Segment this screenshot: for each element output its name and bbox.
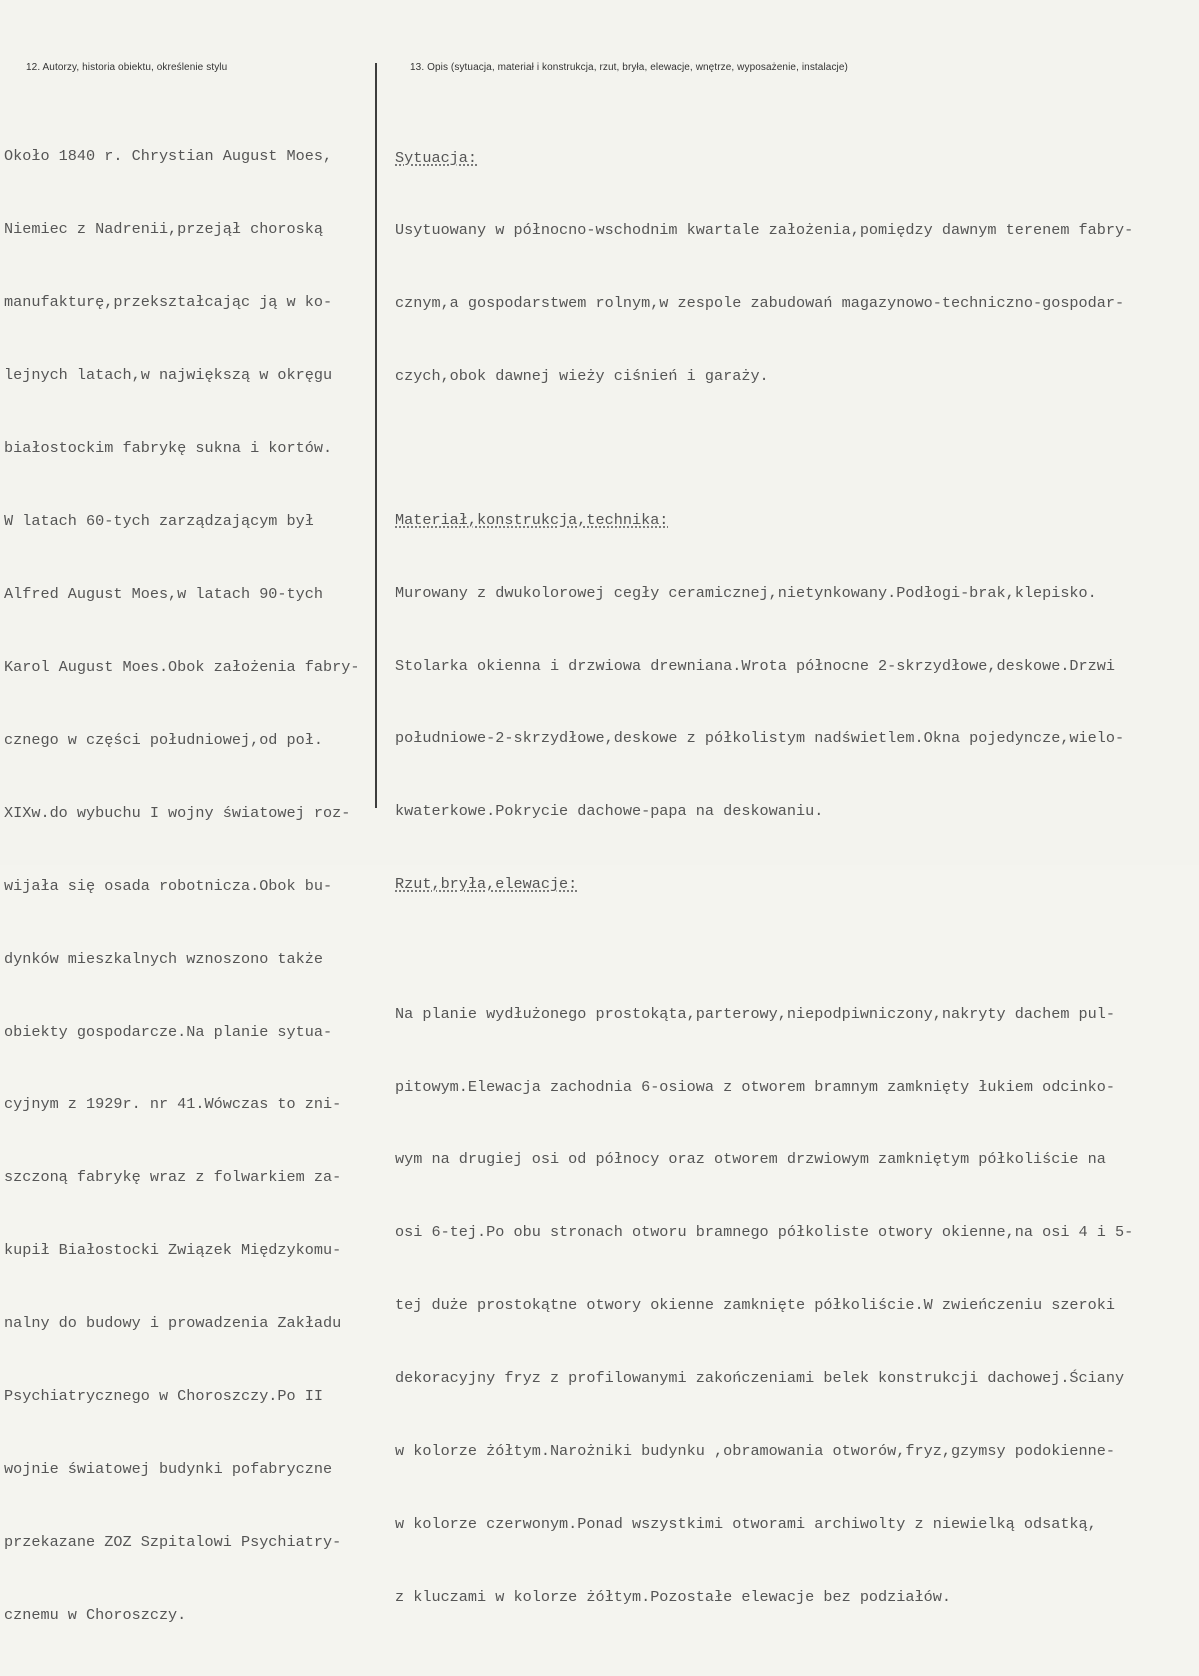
history-line: cznemu w Choroszczy.	[4, 1606, 187, 1625]
plan-line: wym na drugiej osi od północy oraz otworem drzwiowym zamkniętym półkoliście na	[395, 1150, 1106, 1169]
section-heading-material: Materiał,konstrukcja,technika:	[395, 510, 669, 529]
history-line: dynków mieszkalnych wznoszono także	[4, 949, 323, 968]
history-line: Alfred August Moes,w latach 90-tych	[4, 584, 323, 603]
header-right: 13. Opis (sytuacja, materiał i konstrukcja, rzut, bryła, elewacje, wnętrze, wyposażenie, instalacje)	[410, 62, 848, 73]
situation-line: cznym,a gospodarstwem rolnym,w zespole zabudowań magazynowo-techniczno-gospodar-	[395, 294, 1125, 313]
plan-line: dekoracyjny fryz z profilowanymi zakończeniami belek konstrukcji dachowej.Ściany	[395, 1369, 1125, 1388]
column-divider	[375, 63, 377, 808]
history-line: manufakturę,przekształcając ją w ko-	[4, 292, 333, 311]
history-line: lejnych latach,w największą w okręgu	[4, 365, 333, 384]
material-line: Stolarka okienna i drzwiowa drewniana.Wrota północne 2-skrzydłowe,deskowe.Drzwi	[395, 656, 1116, 675]
history-line: wijała się osada robotnicza.Obok bu-	[4, 876, 333, 895]
section-gap	[395, 945, 1185, 953]
history-line: cyjnym z 1929r. nr 41.Wówczas to zni-	[4, 1095, 342, 1114]
description-column	[395, 97, 1185, 1658]
history-line: Karol August Moes.Obok założenia fabry-	[4, 657, 360, 676]
plan-line: Na planie wydłużonego prostokąta,parterowy,niepodpiwniczony,nakryty dachem pul-	[395, 1004, 1116, 1023]
history-line: szczoną fabrykę wraz z folwarkiem za-	[4, 1168, 342, 1187]
history-line: białostockim fabrykę sukna i kortów.	[4, 438, 333, 457]
history-line: Około 1840 r. Chrystian August Moes,	[4, 146, 333, 165]
material-line: południowe-2-skrzydłowe,deskowe z półkolistym nadświetlem.Okna pojedyncze,wielo-	[395, 729, 1125, 748]
history-line: Niemiec z Nadrenii,przejął choroską	[4, 219, 323, 238]
history-line: wojnie światowej budynki pofabryczne	[4, 1460, 333, 1479]
material-line: kwaterkowe.Pokrycie dachowe-papa na deskowaniu.	[395, 802, 824, 821]
section-gap	[395, 437, 1185, 459]
plan-line: z kluczami w kolorze żółtym.Pozostałe elewacje bez podziałów.	[395, 1587, 951, 1606]
section-heading-plan: Rzut,bryła,elewacje:	[395, 875, 578, 894]
history-line: obiekty gospodarcze.Na planie sytua-	[4, 1022, 333, 1041]
section-heading-situation: Sytuacja:	[395, 148, 478, 167]
plan-line: osi 6-tej.Po obu stronach otworu bramnego półkoliste otwory okienne,na osi 4 i 5-	[395, 1223, 1134, 1242]
history-line: kupił Białostocki Związek Międzykomu-	[4, 1241, 342, 1260]
history-line: cznego w części południowej,od poł.	[4, 730, 323, 749]
history-line: nalny do budowy i prowadzenia Zakładu	[4, 1314, 342, 1333]
plan-line: pitowym.Elewacja zachodnia 6-osiowa z otworem bramnym zamknięty łukiem odcinko-	[395, 1077, 1116, 1096]
plan-line: tej duże prostokątne otwory okienne zamknięte półkoliście.W zwieńczeniu szeroki	[395, 1296, 1116, 1315]
history-line: XIXw.do wybuchu I wojny światowej roz-	[4, 803, 351, 822]
situation-line: czych,obok dawnej wieży ciśnień i garaży.	[395, 367, 769, 386]
header-left: 12. Autorzy, historia obiektu, określenie stylu	[26, 62, 228, 73]
history-line: Psychiatrycznego w Choroszczy.Po II	[4, 1387, 323, 1406]
plan-line: w kolorze czerwonym.Ponad wszystkimi otworami archiwolty z niewielką odsatką,	[395, 1514, 1097, 1533]
plan-line: w kolorze żółtym.Narożniki budynku ,obramowania otworów,fryz,gzymsy podokienne-	[395, 1442, 1116, 1461]
history-line: W latach 60-tych zarządzającym był	[4, 511, 314, 530]
situation-line: Usytuowany w północno-wschodnim kwartale założenia,pomiędzy dawnym terenem fabry-	[395, 221, 1134, 240]
history-column	[4, 95, 370, 1676]
material-line: Murowany z dwukolorowej cegły ceramicznej,nietynkowany.Podłogi-brak,klepisko.	[395, 583, 1097, 602]
history-line: przekazane ZOZ Szpitalowi Psychiatry-	[4, 1533, 342, 1552]
